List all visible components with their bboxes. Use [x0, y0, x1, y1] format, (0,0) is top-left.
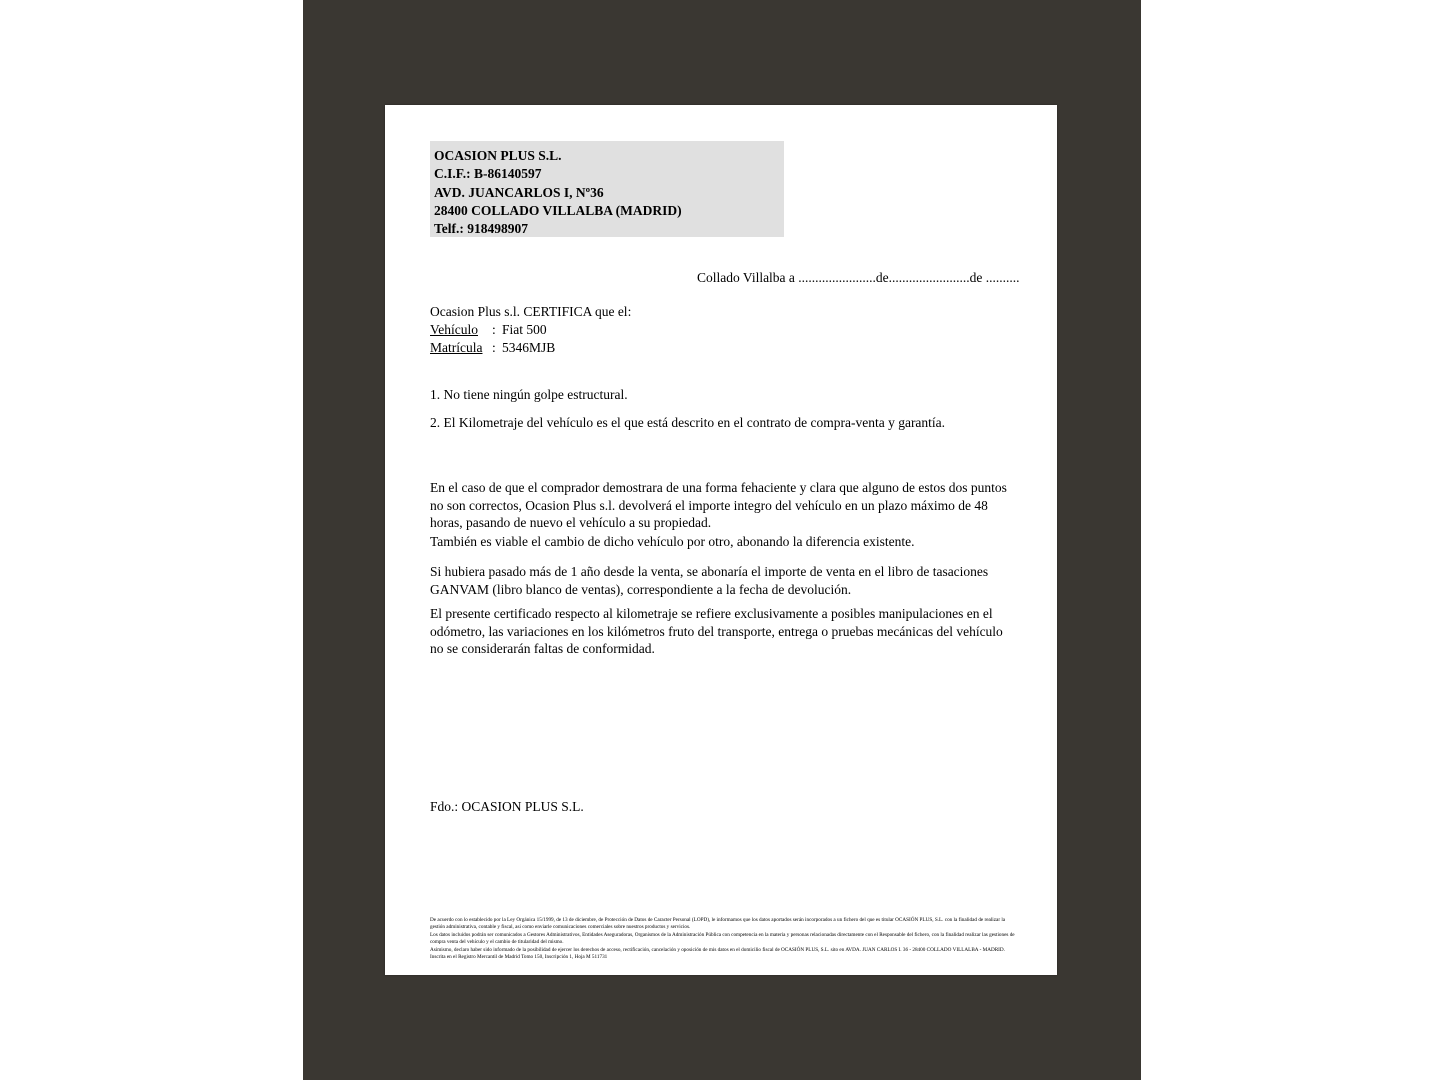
clause-odometer: El presente certificado respecto al kilometraje se refiere exclusivamente a posibles manipulaciones en el odómetro, las variaciones en los kilómetros fruto del transporte, entrega o pruebas mecánicas del vehículo no se considerarán faltas de conformidad. — [430, 606, 1003, 656]
legal-notice — [430, 917, 1018, 961]
legal-notice-paragraph-3: Asimismo, declaro haber sido informado de la posibilidad de ejercer los derechos de acceso, rectificación, cancelación y oposición de mis datos en el domicilio fiscal de OCASIÓN PLUS, S.L. sito en AVDA. JUAN CARLOS I. 36 - 28400 COLLADO VILLALBA - MADRID. Inscrita en el Registro Mercantil de Madrid Tomo 150, Inscripción 1, Hoja M 511731 — [430, 946, 1005, 961]
clause-ganvam: Si hubiera pasado más de 1 año desde la venta, se abonaría el importe de venta en el libro de tasaciones GANVAM (libro blanco de ventas), correspondiente a la fecha de devolución. — [430, 564, 989, 597]
vehicle-field-value: Fiat 500 — [502, 322, 547, 337]
plate-field-row — [430, 340, 555, 356]
company-street: AVD. JUANCARLOS I, Nº36 — [434, 184, 604, 200]
vehicle-field-row — [430, 322, 547, 338]
document-page — [385, 105, 1057, 975]
clause-refund: En el caso de que el comprador demostrara de una forma fehaciente y clara que alguno de estos dos puntos no son correctos, Ocasion Plus s.l. devolverá el importe integro del vehículo en un plazo máximo de 48 horas, pasando de nuevo el vehículo a su propiedad. — [430, 480, 1007, 530]
company-address-block — [430, 141, 784, 237]
vehicle-field-separator: : — [492, 322, 496, 337]
clause-exchange: También es viable el cambio de dicho vehículo por otro, abonando la diferencia existente. — [430, 534, 915, 549]
legal-notice-paragraph-1: De acuerdo con lo establecido por la Ley Orgánica 15/1999, de 13 de diciembre, de Protección de Datos de Caracter Personal (LOPD), le informamos que los datos aportados serán incorporados a un fichero del que es titular OCASIÓN PLUS, S.L. con la finalidad de realizar la gestión administrativa, contable y fiscal, así como enviarle comunicaciones comerciales sobre nuestros productos y servicios. — [430, 917, 1006, 931]
company-city: 28400 COLLADO VILLALBA (MADRID) — [434, 202, 682, 218]
pdf-viewer-canvas[interactable] — [303, 0, 1141, 1080]
legal-notice-paragraph-2: Los datos incluidos podrán ser comunicados a Gestores Administrativos, Entidades Aseguradoras, Organismos de la Administración Pública con competencia en la materia y personas relacionadas directamente con el Responsable del fichero, con la finalidad realizar las gestiones de compra venta del vehículo y el cambio de titularidad del mismo. — [430, 931, 1015, 946]
certification-point-1: 1. No tiene ningún golpe estructural. — [430, 387, 628, 402]
company-phone: Telf.: 918498907 — [434, 221, 528, 237]
company-cif: C.I.F.: B-86140597 — [434, 166, 542, 182]
signature-line: Fdo.: OCASION PLUS S.L. — [430, 799, 584, 814]
place-and-date-line: Collado Villalba a .......................de........................de .......... — [697, 270, 1020, 285]
certification-point-2: 2. El Kilometraje del vehículo es el que está descrito en el contrato de compra-venta y garantía. — [430, 415, 946, 430]
plate-field-separator: : — [492, 340, 496, 355]
plate-field-label: Matrícula — [430, 340, 483, 355]
certification-intro: Ocasion Plus s.l. CERTIFICA que el: — [430, 304, 632, 319]
plate-field-value: 5346MJB — [502, 340, 556, 355]
company-name: OCASION PLUS S.L. — [434, 148, 562, 163]
vehicle-field-label: Vehículo — [430, 322, 478, 337]
